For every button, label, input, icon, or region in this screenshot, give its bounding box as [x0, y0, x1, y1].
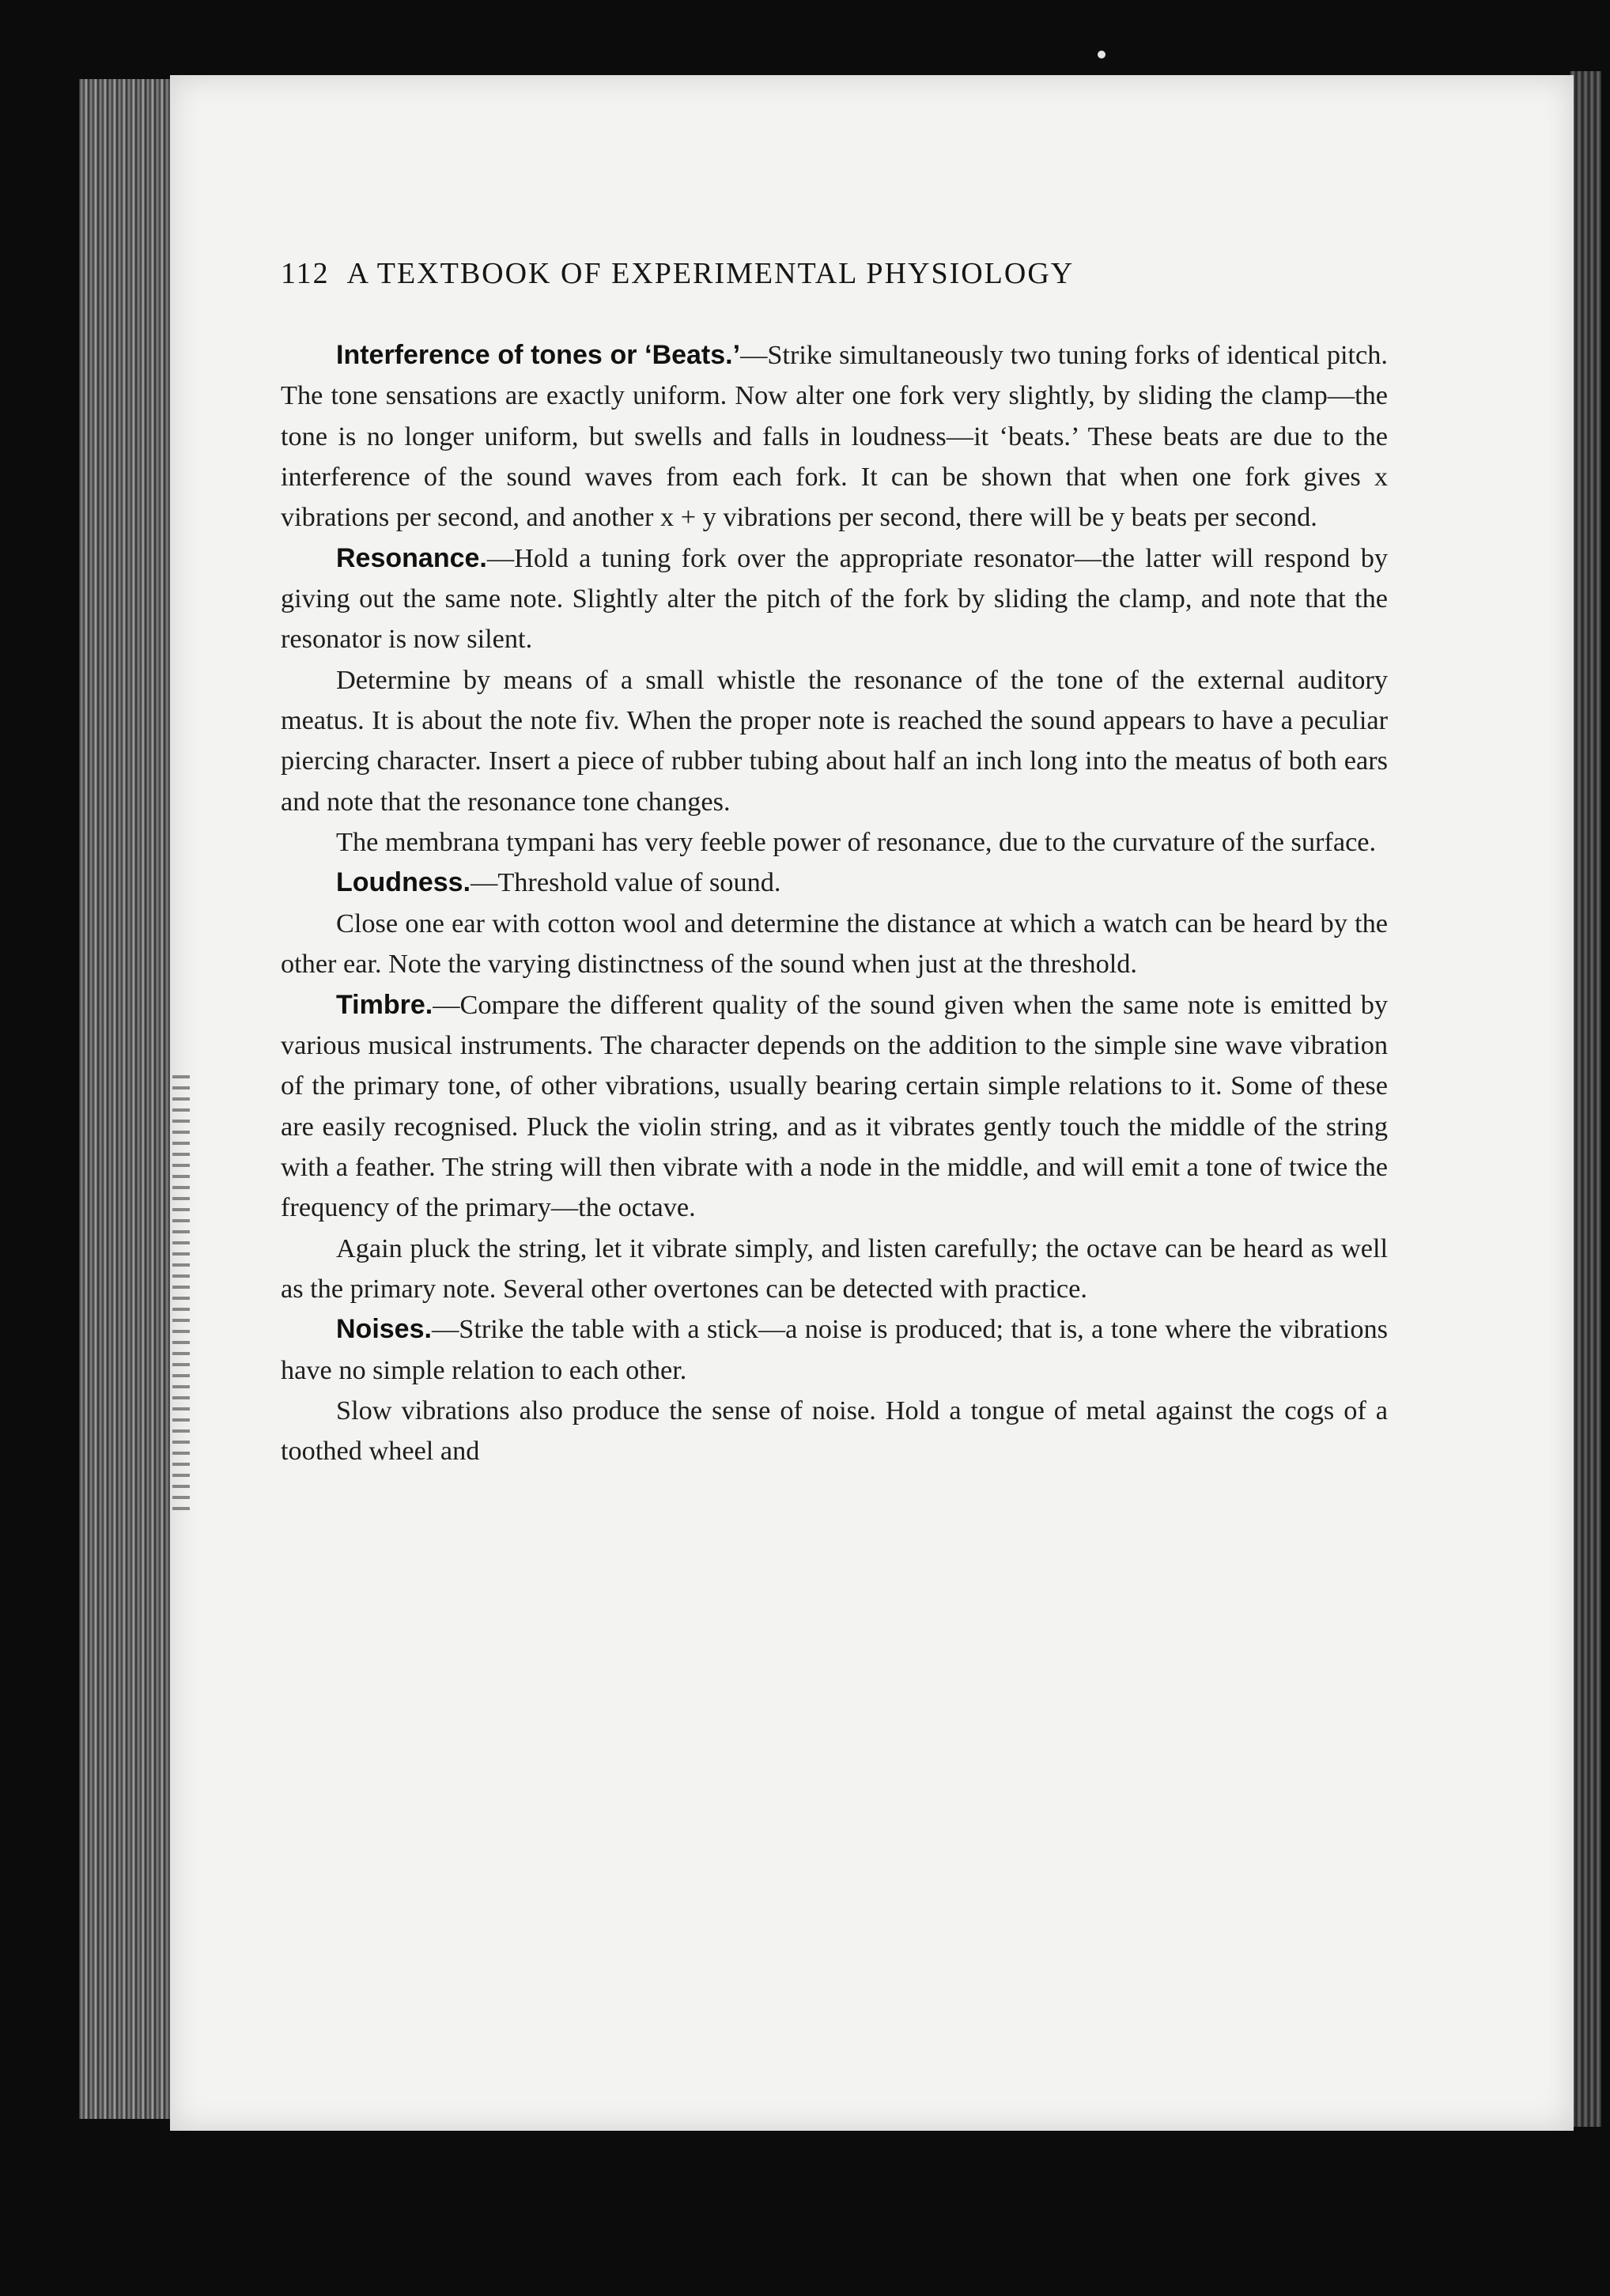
book-page-edges: [79, 79, 172, 2119]
paragraph-membrana: [281, 822, 1388, 863]
paragraph-overtones: [281, 1229, 1388, 1310]
paragraph-text: —Threshold value of sound.: [471, 867, 781, 898]
paragraph-text: —Compare the different quality of the sound given when the same note is emitted by various musical instruments. The character depends on the addition to the simple sine wave vibration of the primary tone, of other vibrations, usually bearing certain simple relations to it. Some of these are easily recognised. Pluck the violin string, and as it vibrates gently touch the middle of the string with a feather. The string will then vibrate with a node in the middle, and will emit a tone of twice the frequency of the primary—the octave.: [281, 989, 1388, 1223]
paragraph-meatus: [281, 660, 1388, 822]
paragraph-text: —Strike the table with a stick—a noise is produced; that is, a tone where the vibrations have no simple relation to each other.: [281, 1314, 1388, 1385]
section-heading: Resonance.: [336, 542, 487, 573]
section-heading: Interference of tones or ‘Beats.’: [336, 340, 741, 370]
page-number: 112: [281, 257, 330, 290]
paragraph-text: —Hold a tuning fork over the appropriate resonator—the latter will respond by giving out the same note. Slightly alter the pitch of the fork by sliding the clamp, and note that the resonator is now silent.: [281, 542, 1388, 655]
paragraph-noises: [281, 1309, 1388, 1391]
paragraph-timbre: [281, 985, 1388, 1229]
paragraph-text: —Strike simultaneously two tuning forks of identical pitch. The tone sensations are exactly uniform. Now alter one fork very slightly, by sliding the clamp—the tone is no longer uniform, but swells and falls in loudness—it ‘beats.’ These beats are due to the interference of the sound waves from each fork. It can be shown that when one fork gives x vibrations per second, and another x + y vibrations per second, there will be y beats per second.: [281, 340, 1388, 533]
paragraph-resonance: [281, 538, 1388, 660]
running-head: [281, 253, 1388, 294]
paragraph-slow-vibrations: [281, 1391, 1388, 1472]
scan-dust-spot: [1098, 51, 1105, 59]
paragraph-loudness: [281, 863, 1388, 903]
paragraph-text: The membrana tympani has very feeble power of resonance, due to the curvature of the surface.: [336, 827, 1377, 858]
paragraph-text: Determine by means of a small whistle the resonance of the tone of the external auditory meatus. It is about the note fiv. When the proper note is reached the sound appears to have a peculiar piercing character. Insert a piece of rubber tubing about half an inch long into the meatus of both ears and note that the resonance tone changes.: [281, 664, 1388, 817]
paragraph-text: Close one ear with cotton wool and determine the distance at which a watch can be heard by the other ear. Note the varying distinctness of the sound when just at the threshold.: [281, 908, 1388, 980]
section-heading: Timbre.: [336, 989, 433, 1020]
paragraph-beats: [281, 335, 1388, 538]
paragraph-text: Again pluck the string, let it vibrate simply, and listen carefully; the octave can be heard as well as the primary note. Several other overtones can be detected with practice.: [281, 1233, 1388, 1304]
book-spine: [1570, 71, 1601, 2127]
margin-marks: [172, 1075, 190, 1518]
book-title: A TEXTBOOK OF EXPERIMENTAL PHYSIOLOGY: [346, 257, 1075, 290]
page-text-block: [281, 253, 1388, 1472]
paragraph-watch: [281, 904, 1388, 985]
section-heading: Loudness.: [336, 867, 471, 898]
paragraph-text: Slow vibrations also produce the sense of noise. Hold a tongue of metal against the cogs of a toothed wheel and: [281, 1395, 1388, 1467]
section-heading: Noises.: [336, 1314, 432, 1345]
